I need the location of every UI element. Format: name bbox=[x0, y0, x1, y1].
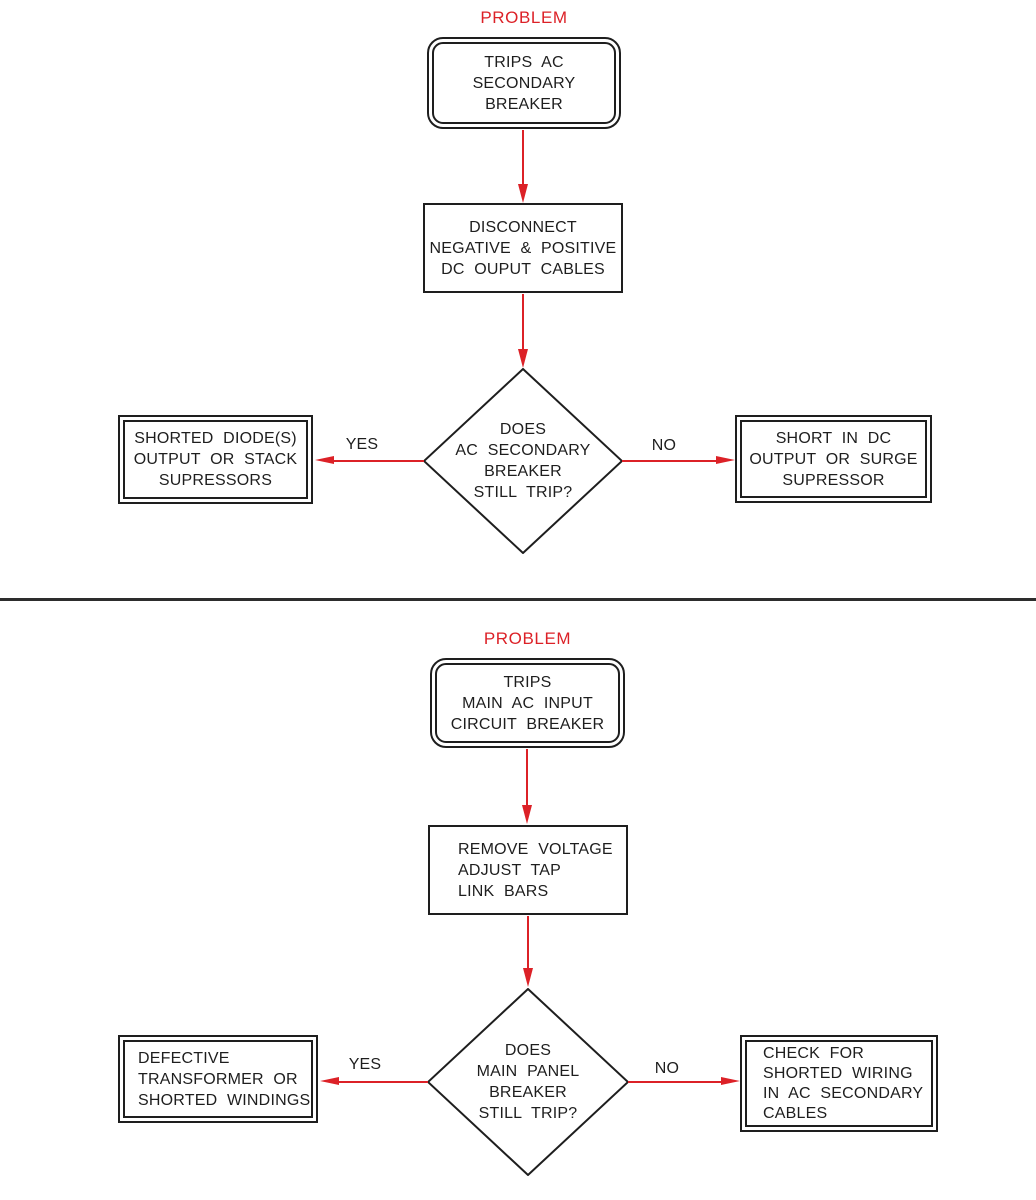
text-line: ADJUST TAP bbox=[458, 861, 562, 879]
text-line: DOES bbox=[504, 1042, 552, 1059]
text-line: DEFECTIVE bbox=[138, 1049, 230, 1067]
process-box bbox=[423, 203, 623, 293]
text-line: LINK BARS bbox=[458, 882, 549, 900]
flow-arrow-line bbox=[333, 460, 424, 462]
text-line: NEGATIVE & POSITIVE bbox=[429, 239, 617, 257]
yes-result-box bbox=[118, 415, 313, 504]
arrowhead-left-icon bbox=[320, 1077, 339, 1085]
decision-text bbox=[423, 419, 623, 503]
flow-arrow-line bbox=[527, 916, 529, 969]
no-result-text bbox=[740, 420, 927, 498]
text-line: SHORT IN DC bbox=[775, 429, 892, 447]
text-line: AC SECONDARY bbox=[455, 442, 591, 459]
text-line: OUTPUT OR SURGE bbox=[749, 450, 918, 468]
flow-arrow-line bbox=[522, 130, 524, 185]
text-line: TRIPS AC bbox=[484, 53, 564, 71]
decision-text bbox=[427, 1040, 629, 1124]
text-line: SECONDARY bbox=[472, 74, 576, 92]
arrowhead-down-icon bbox=[518, 184, 528, 203]
text-line: MAIN PANEL bbox=[476, 1063, 580, 1080]
text-line: DISCONNECT bbox=[469, 218, 577, 236]
arrowhead-right-icon bbox=[716, 456, 735, 464]
yes-branch-label: YES bbox=[345, 436, 379, 453]
text-line: CHECK FOR bbox=[763, 1044, 865, 1062]
start-terminal-text bbox=[435, 663, 620, 743]
no-result-box bbox=[740, 1035, 938, 1132]
text-line: CABLES bbox=[763, 1104, 828, 1122]
yes-result-box bbox=[118, 1035, 318, 1123]
flow-arrow-line bbox=[338, 1081, 428, 1083]
text-line: BREAKER bbox=[484, 463, 562, 480]
no-branch-label: NO bbox=[651, 437, 677, 454]
arrowhead-down-icon bbox=[523, 968, 533, 987]
text-line: DOES bbox=[499, 421, 547, 438]
process-box bbox=[428, 825, 628, 915]
text-line: OUTPUT OR STACK bbox=[133, 451, 298, 468]
no-branch-label: NO bbox=[654, 1060, 680, 1077]
yes-result-text bbox=[123, 1040, 313, 1118]
text-line: BREAKER bbox=[485, 95, 563, 113]
start-terminal-box bbox=[427, 37, 621, 129]
text-line: SUPRESSOR bbox=[782, 471, 885, 489]
text-line: DC OUPUT CABLES bbox=[441, 260, 605, 278]
start-terminal-text bbox=[432, 42, 616, 124]
text-line: TRANSFORMER OR bbox=[138, 1070, 298, 1088]
problem-heading: PROBLEM bbox=[483, 629, 572, 648]
yes-result-text bbox=[123, 420, 308, 499]
text-line: STILL TRIP? bbox=[478, 1105, 578, 1122]
text-line: REMOVE VOLTAGE bbox=[458, 840, 613, 858]
text-line: SHORTED WINDINGS bbox=[138, 1091, 311, 1109]
text-line: BREAKER bbox=[489, 1084, 567, 1101]
text-line: MAIN AC INPUT bbox=[462, 694, 593, 712]
no-result-box bbox=[735, 415, 932, 503]
no-result-text bbox=[745, 1040, 933, 1127]
problem-heading: PROBLEM bbox=[480, 8, 568, 27]
text-line: TRIPS bbox=[503, 673, 552, 691]
arrowhead-right-icon bbox=[721, 1077, 740, 1085]
text-line: SUPRESSORS bbox=[158, 472, 273, 489]
arrowhead-down-icon bbox=[518, 349, 528, 368]
arrowhead-down-icon bbox=[522, 805, 532, 824]
text-line: STILL TRIP? bbox=[473, 484, 573, 501]
flow-arrow-line bbox=[628, 1081, 722, 1083]
text-line: SHORTED WIRING bbox=[763, 1064, 913, 1082]
flow-arrow-line bbox=[526, 749, 528, 806]
section-divider bbox=[0, 598, 1036, 601]
text-line: IN AC SECONDARY bbox=[763, 1084, 924, 1102]
start-terminal-box bbox=[430, 658, 625, 748]
text-line: SHORTED DIODE(S) bbox=[134, 430, 297, 447]
flow-arrow-line bbox=[622, 460, 717, 462]
text-line: CIRCUIT BREAKER bbox=[450, 715, 605, 733]
yes-branch-label: YES bbox=[348, 1056, 382, 1073]
arrowhead-left-icon bbox=[315, 456, 334, 464]
flow-arrow-line bbox=[522, 294, 524, 350]
